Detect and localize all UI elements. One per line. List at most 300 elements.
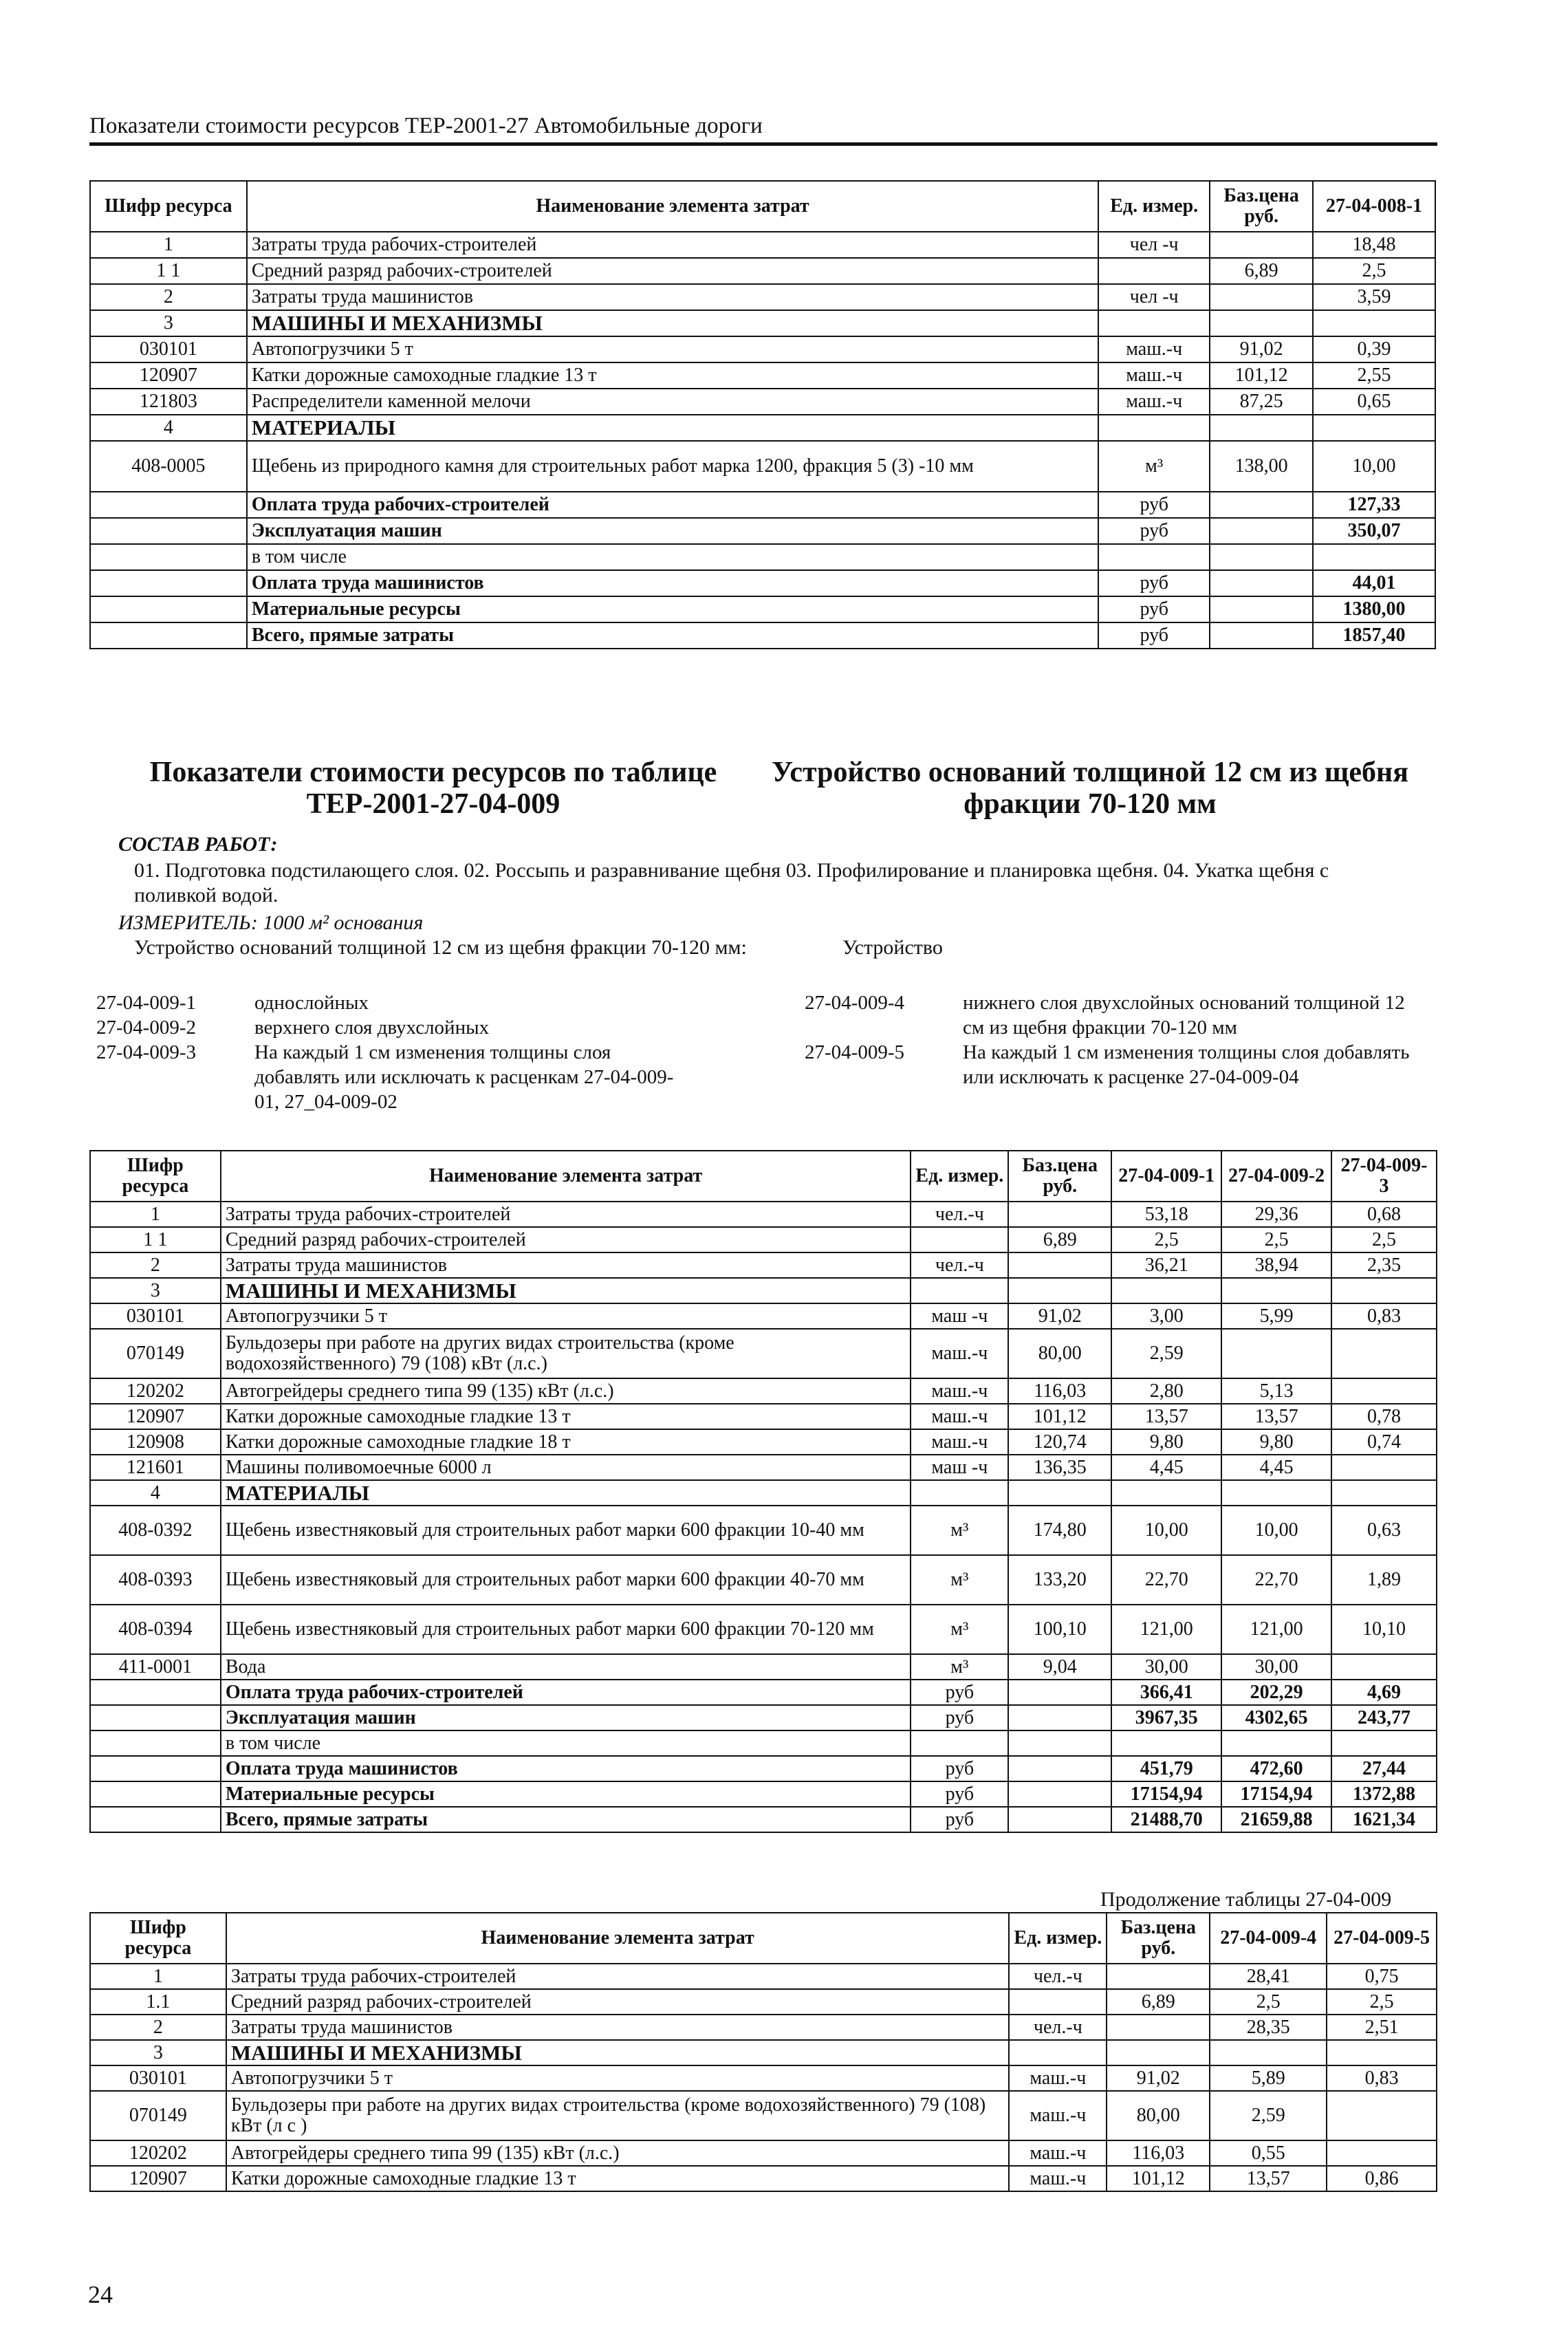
table-row: [90, 389, 1435, 415]
cell-blank: [90, 1781, 221, 1807]
cell-name: Вода: [221, 1654, 911, 1680]
cell-blank: [1008, 1680, 1111, 1705]
cell-price: [1210, 284, 1313, 310]
cell-name: Автопогрузчики 5 т: [226, 2065, 1010, 2091]
cell-value: [1327, 2140, 1437, 2166]
col-header: Наименование элемента затрат: [247, 181, 1098, 232]
code-item: [96, 1040, 715, 1114]
cell-code: 1 1: [90, 1227, 221, 1252]
col-header: 27-04-009-3: [1331, 1151, 1437, 1202]
cell-value: 36,21: [1111, 1252, 1221, 1278]
cell-unit: руб: [1098, 492, 1210, 518]
cell-value: 2,5: [1221, 1227, 1331, 1252]
cell-value: [1221, 1278, 1331, 1303]
cell-name: Распределители каменной мелочи: [247, 389, 1098, 415]
table-row: [90, 1654, 1437, 1680]
cell-value: 10,00: [1221, 1506, 1331, 1555]
cell-unit: [1009, 1989, 1107, 2015]
cell-value: 0,83: [1331, 1303, 1437, 1329]
cell-price: 9,04: [1008, 1654, 1111, 1680]
cell-code: 3: [90, 2040, 226, 2065]
cell-blank: [90, 1756, 221, 1781]
cell-name: Затраты труда рабочих-строителей: [221, 1202, 911, 1227]
cell-value: 2,5: [1111, 1227, 1221, 1252]
summary-row: [90, 1756, 1437, 1781]
cell-value: 1,89: [1331, 1555, 1437, 1605]
cell-value: 5,99: [1221, 1303, 1331, 1329]
cell-price: 116,03: [1008, 1378, 1111, 1404]
cell-unit: маш.-ч: [911, 1404, 1008, 1429]
cell-code: 2: [90, 2015, 226, 2040]
cell-price: [1107, 2015, 1210, 2040]
cell-unit: [911, 1730, 1008, 1756]
summary-row: [90, 1680, 1437, 1705]
cell-value: [1221, 1329, 1331, 1378]
cell-name: МАТЕРИАЛЫ: [221, 1480, 911, 1506]
cell-value: 3,59: [1313, 284, 1435, 310]
cell-name: Затраты труда машинистов: [221, 1252, 911, 1278]
cell-blank: [90, 570, 247, 596]
cell-blank: [1008, 1807, 1111, 1832]
cell-code: 070149: [90, 1329, 221, 1378]
cell-unit: [911, 1278, 1008, 1303]
table-header-row: [90, 1151, 1437, 1202]
cell-unit: м³: [911, 1654, 1008, 1680]
table-row: [90, 2040, 1437, 2065]
col-header: 27-04-009-5: [1327, 1913, 1437, 1964]
cell-unit: руб: [911, 1705, 1008, 1730]
cell-unit: руб: [911, 1807, 1008, 1832]
cell-unit: чел.-ч: [1009, 2015, 1107, 2040]
cell-unit: [911, 1480, 1008, 1506]
summary-row: [90, 1781, 1437, 1807]
cell-value: 2,59: [1111, 1329, 1221, 1378]
cell-price: [1107, 2040, 1210, 2065]
cell-code: 408-0392: [90, 1506, 221, 1555]
cell-price: [1210, 310, 1313, 336]
cell-code: 4: [90, 1480, 221, 1506]
summary-value: 1372,88: [1331, 1781, 1437, 1807]
cell-value: 0,74: [1331, 1429, 1437, 1455]
sostav-text: 01. Подготовка подстилающего слоя. 02. Россыпь и разравнивание щебня 03. Профилирование и планировка щебня. 04. Укатка щебня с поливкой водой.: [134, 859, 1329, 907]
cell-code: 120202: [90, 2140, 226, 2166]
cell-code: 3: [90, 310, 247, 336]
cell-value: 38,94: [1221, 1252, 1331, 1278]
right-code-list: [805, 990, 1424, 1089]
cell-unit: руб: [1098, 518, 1210, 544]
cell-price: [1008, 1480, 1111, 1506]
cell-code: 120202: [90, 1378, 221, 1404]
cell-price: 91,02: [1210, 336, 1313, 362]
cell-value: [1331, 1480, 1437, 1506]
cell-unit: руб: [911, 1680, 1008, 1705]
cell-value: [1111, 1480, 1221, 1506]
summary-value: [1221, 1730, 1331, 1756]
cell-value: 0,65: [1313, 389, 1435, 415]
cell-value: 0,68: [1331, 1202, 1437, 1227]
table-row: [90, 362, 1435, 389]
cell-blank: [1008, 1730, 1111, 1756]
summary-row: [90, 1730, 1437, 1756]
cell-name: МАШИНЫ И МЕХАНИЗМЫ: [247, 310, 1098, 336]
cell-unit: м³: [911, 1555, 1008, 1605]
table-row: [90, 1227, 1437, 1252]
cell-code: 030101: [90, 336, 247, 362]
cell-blank: [1210, 518, 1313, 544]
cell-value: 5,89: [1210, 2065, 1327, 2091]
cell-name: Средний разряд рабочих-строителей: [247, 258, 1098, 284]
right-intro: Устройство: [842, 936, 943, 959]
summary-value: 202,29: [1221, 1680, 1331, 1705]
cell-code: 030101: [90, 1303, 221, 1329]
cell-blank: [90, 1680, 221, 1705]
summary-value: [1331, 1730, 1437, 1756]
resource-table-009-cont: [89, 1912, 1437, 2192]
cell-value: 0,63: [1331, 1506, 1437, 1555]
col-header: Баз.цена руб.: [1107, 1913, 1210, 1964]
cell-value: [1327, 2040, 1437, 2065]
cell-code: 2: [90, 284, 247, 310]
summary-row: [90, 1807, 1437, 1832]
cell-name: Щебень известняковый для строительных работ марки 600 фракции 40-70 мм: [221, 1555, 911, 1605]
summary-label: Всего, прямые затраты: [221, 1807, 911, 1832]
cell-value: 10,00: [1111, 1506, 1221, 1555]
cell-unit: маш.-ч: [1009, 2091, 1107, 2140]
cell-price: 120,74: [1008, 1429, 1111, 1455]
cell-price: [1008, 1252, 1111, 1278]
table-row: [90, 1252, 1437, 1278]
cell-name: Катки дорожные самоходные гладкие 13 т: [247, 362, 1098, 389]
cell-price: 91,02: [1008, 1303, 1111, 1329]
table-row: [90, 284, 1435, 310]
cell-price: 6,89: [1210, 258, 1313, 284]
code: 27-04-009-4: [805, 992, 904, 1014]
summary-value: 1857,40: [1313, 622, 1435, 649]
table-row: [90, 1455, 1437, 1480]
cell-price: [1210, 415, 1313, 441]
cell-code: 1.1: [90, 1989, 226, 2015]
cell-blank: [1008, 1705, 1111, 1730]
cell-code: 120907: [90, 362, 247, 389]
cell-value: [1327, 2091, 1437, 2140]
cell-unit: руб: [1098, 570, 1210, 596]
summary-value: 1380,00: [1313, 596, 1435, 622]
cell-unit: маш.-ч: [1009, 2065, 1107, 2091]
cell-value: 5,13: [1221, 1378, 1331, 1404]
summary-label: Оплата труда машинистов: [247, 570, 1098, 596]
cell-value: [1331, 1455, 1437, 1480]
cell-code: 4: [90, 415, 247, 441]
sostav-label: СОСТАВ РАБОТ:: [118, 833, 278, 856]
summary-row: [90, 1705, 1437, 1730]
summary-value: 44,01: [1313, 570, 1435, 596]
table-row: [90, 1429, 1437, 1455]
cell-price: 138,00: [1210, 441, 1313, 492]
cell-price: 80,00: [1107, 2091, 1210, 2140]
summary-row: [90, 518, 1435, 544]
cell-value: 0,75: [1327, 1964, 1437, 1989]
cell-value: 13,57: [1210, 2166, 1327, 2191]
summary-value: 451,79: [1111, 1756, 1221, 1781]
cell-code: 121803: [90, 389, 247, 415]
cell-blank: [1210, 622, 1313, 649]
code: 27-04-009-3: [96, 1041, 196, 1063]
table-row: [90, 2166, 1437, 2191]
cell-value: [1331, 1329, 1437, 1378]
cell-value: 2,80: [1111, 1378, 1221, 1404]
cell-code: 408-0393: [90, 1555, 221, 1605]
summary-value: 1621,34: [1331, 1807, 1437, 1832]
cell-unit: руб: [911, 1781, 1008, 1807]
cell-price: [1008, 1202, 1111, 1227]
cell-blank: [90, 1807, 221, 1832]
summary-label: Оплата труда машинистов: [221, 1756, 911, 1781]
table-row: [90, 1506, 1437, 1555]
cell-value: 121,00: [1111, 1605, 1221, 1654]
cell-value: 0,78: [1331, 1404, 1437, 1429]
col-header: Ед. измер.: [911, 1151, 1008, 1202]
cell-unit: маш -ч: [911, 1455, 1008, 1480]
summary-row: [90, 570, 1435, 596]
page-header: Показатели стоимости ресурсов ТЕР-2001-27 Автомобильные дороги: [89, 112, 1437, 146]
summary-value: 127,33: [1313, 492, 1435, 518]
col-header: Наименование элемента затрат: [221, 1151, 911, 1202]
cell-price: 116,03: [1107, 2140, 1210, 2166]
cell-value: [1331, 1378, 1437, 1404]
code-item: [805, 990, 1424, 1040]
cell-value: 0,39: [1313, 336, 1435, 362]
col-header: Шифр ресурса: [90, 1151, 221, 1202]
cell-unit: [1098, 544, 1210, 570]
cell-value: 2,51: [1327, 2015, 1437, 2040]
col-header: 27-04-009-1: [1111, 1151, 1221, 1202]
cell-value: 2,5: [1313, 258, 1435, 284]
table-row: [90, 441, 1435, 492]
cell-unit: м³: [911, 1605, 1008, 1654]
summary-label: в том числе: [221, 1730, 911, 1756]
code: 27-04-009-1: [96, 992, 196, 1014]
cell-unit: чел -ч: [1098, 284, 1210, 310]
cell-price: 101,12: [1107, 2166, 1210, 2191]
table-row: [90, 1278, 1437, 1303]
cell-price: 174,80: [1008, 1506, 1111, 1555]
cell-unit: маш.-ч: [1098, 336, 1210, 362]
cell-price: 80,00: [1008, 1329, 1111, 1378]
cell-code: 120908: [90, 1429, 221, 1455]
summary-row: [90, 596, 1435, 622]
summary-label: в том числе: [247, 544, 1098, 570]
cell-value: 30,00: [1221, 1654, 1331, 1680]
cell-price: 101,12: [1008, 1404, 1111, 1429]
cell-value: 13,57: [1111, 1404, 1221, 1429]
cell-blank: [1008, 1781, 1111, 1807]
cell-value: 10,00: [1313, 441, 1435, 492]
cell-value: [1111, 1278, 1221, 1303]
cell-blank: [1210, 544, 1313, 570]
summary-label: Материальные ресурсы: [221, 1781, 911, 1807]
col-header: Наименование элемента затрат: [226, 1913, 1010, 1964]
cell-code: 2: [90, 1252, 221, 1278]
summary-value: 4302,65: [1221, 1705, 1331, 1730]
summary-value: 4,69: [1331, 1680, 1437, 1705]
summary-row: [90, 544, 1435, 570]
cell-unit: маш.-ч: [1009, 2166, 1107, 2191]
col-header: Ед. измер.: [1009, 1913, 1107, 1964]
cell-blank: [1210, 570, 1313, 596]
left-code-list: [96, 990, 715, 1114]
summary-value: 27,44: [1331, 1756, 1437, 1781]
table-row: [90, 2065, 1437, 2091]
table-row: [90, 2091, 1437, 2140]
cell-value: 0,86: [1327, 2166, 1437, 2191]
cell-price: 91,02: [1107, 2065, 1210, 2091]
cell-blank: [90, 544, 247, 570]
summary-label: Оплата труда рабочих-строителей: [221, 1680, 911, 1705]
cell-value: 2,55: [1313, 362, 1435, 389]
cell-blank: [90, 492, 247, 518]
cell-price: 100,10: [1008, 1605, 1111, 1654]
cell-blank: [90, 1730, 221, 1756]
cell-blank: [1008, 1756, 1111, 1781]
cell-code: 408-0005: [90, 441, 247, 492]
cell-unit: маш.-ч: [1098, 389, 1210, 415]
code-text: На каждый 1 см изменения толщины слоя добавлять или исключать к расценке 27-04-009-04: [963, 1041, 1410, 1088]
table-row: [90, 1303, 1437, 1329]
cell-code: 121601: [90, 1455, 221, 1480]
cell-code: 1: [90, 232, 247, 258]
cell-unit: руб: [911, 1756, 1008, 1781]
cell-price: [1107, 1964, 1210, 1989]
cell-value: 18,48: [1313, 232, 1435, 258]
cell-code: 1: [90, 1964, 226, 1989]
section-title-right: Устройство оснований толщиной 12 см из щебня фракции 70-120 мм: [772, 757, 1408, 820]
cell-value: 4,45: [1111, 1455, 1221, 1480]
cell-name: Катки дорожные самоходные гладкие 18 т: [221, 1429, 911, 1455]
cell-blank: [90, 518, 247, 544]
cell-unit: [1098, 415, 1210, 441]
summary-value: 21488,70: [1111, 1807, 1221, 1832]
table-row: [90, 1605, 1437, 1654]
summary-value: 472,60: [1221, 1756, 1331, 1781]
table-row: [90, 1404, 1437, 1429]
cell-blank: [90, 1705, 221, 1730]
cell-blank: [90, 622, 247, 649]
cell-value: [1331, 1278, 1437, 1303]
resource-table-008: [89, 180, 1436, 649]
cell-value: 121,00: [1221, 1605, 1331, 1654]
cell-value: 13,57: [1221, 1404, 1331, 1429]
table-row: [90, 2140, 1437, 2166]
cell-value: 2,5: [1210, 1989, 1327, 2015]
col-header: Ед. измер.: [1098, 181, 1210, 232]
code-item: [805, 1040, 1424, 1089]
table-row: [90, 258, 1435, 284]
table-row: [90, 1555, 1437, 1605]
summary-label: Эксплуатация машин: [221, 1705, 911, 1730]
summary-value: 21659,88: [1221, 1807, 1331, 1832]
summary-label: Всего, прямые затраты: [247, 622, 1098, 649]
cell-price: 6,89: [1107, 1989, 1210, 2015]
cell-unit: м³: [911, 1506, 1008, 1555]
cell-unit: чел -ч: [1098, 232, 1210, 258]
summary-value: [1111, 1730, 1221, 1756]
cell-value: [1313, 310, 1435, 336]
cell-unit: [1098, 258, 1210, 284]
cell-name: Щебень из природного камня для строительных работ марка 1200, фракция 5 (3) -10 мм: [247, 441, 1098, 492]
code-text: однослойных: [254, 992, 369, 1014]
cell-name: Щебень известняковый для строительных работ марки 600 фракции 10-40 мм: [221, 1506, 911, 1555]
cell-code: 120907: [90, 1404, 221, 1429]
summary-value: 3967,35: [1111, 1705, 1221, 1730]
cell-name: Затраты труда рабочих-строителей: [247, 232, 1098, 258]
cell-name: Затраты труда машинистов: [226, 2015, 1010, 2040]
code-text: верхнего слоя двухслойных: [254, 1017, 490, 1039]
table-row: [90, 1378, 1437, 1404]
cell-value: 3,00: [1111, 1303, 1221, 1329]
cell-code: 1: [90, 1202, 221, 1227]
cell-unit: руб: [1098, 622, 1210, 649]
cell-name: Щебень известняковый для строительных работ марки 600 фракции 70-120 мм: [221, 1605, 911, 1654]
table-row: [90, 415, 1435, 441]
cell-name: Катки дорожные самоходные гладкие 13 т: [226, 2166, 1010, 2191]
cell-code: 030101: [90, 2065, 226, 2091]
cell-unit: чел.-ч: [911, 1202, 1008, 1227]
cell-value: 2,5: [1331, 1227, 1437, 1252]
code-item: [96, 1015, 715, 1040]
cell-code: 070149: [90, 2091, 226, 2140]
cell-name: Автогрейдеры среднего типа 99 (135) кВт (л.с.): [221, 1378, 911, 1404]
cell-code: 411-0001: [90, 1654, 221, 1680]
cell-name: Автогрейдеры среднего типа 99 (135) кВт (л.с.): [226, 2140, 1010, 2166]
summary-value: 350,07: [1313, 518, 1435, 544]
cell-price: 133,20: [1008, 1555, 1111, 1605]
left-intro: Устройство оснований толщиной 12 см из щебня фракции 70-120 мм:: [134, 936, 747, 959]
table-row: [90, 2015, 1437, 2040]
cell-name: Средний разряд рабочих-строителей: [221, 1227, 911, 1252]
izmeritel: ИЗМЕРИТЕЛЬ: 1000 м² основания: [118, 911, 424, 934]
continuation-label: Продолжение таблицы 27-04-009: [1100, 1888, 1392, 1911]
table-row: [90, 1329, 1437, 1378]
summary-value: 17154,94: [1221, 1781, 1331, 1807]
table-row: [90, 1202, 1437, 1227]
col-header: Баз.цена руб.: [1210, 181, 1313, 232]
cell-name: Затраты труда машинистов: [247, 284, 1098, 310]
table-header-row: [90, 1913, 1437, 1964]
cell-unit: чел.-ч: [911, 1252, 1008, 1278]
code-item: [96, 990, 715, 1015]
col-header: 27-04-009-4: [1210, 1913, 1327, 1964]
cell-name: Бульдозеры при работе на других видах строительства (кроме водохозяйственного) 79 (108) кВт (л с ): [226, 2091, 1010, 2140]
cell-name: Машины поливомоечные 6000 л: [221, 1455, 911, 1480]
cell-name: Затраты труда рабочих-строителей: [226, 1964, 1010, 1989]
cell-value: 9,80: [1111, 1429, 1221, 1455]
cell-value: 28,35: [1210, 2015, 1327, 2040]
cell-value: 28,41: [1210, 1964, 1327, 1989]
cell-value: 53,18: [1111, 1202, 1221, 1227]
cell-unit: [1009, 2040, 1107, 2065]
table-row: [90, 1964, 1437, 1989]
cell-unit: [1098, 310, 1210, 336]
summary-row: [90, 622, 1435, 649]
summary-value: [1313, 544, 1435, 570]
table-row: [90, 232, 1435, 258]
cell-blank: [90, 596, 247, 622]
cell-value: [1331, 1654, 1437, 1680]
cell-unit: чел.-ч: [1009, 1964, 1107, 1989]
cell-value: 2,5: [1327, 1989, 1437, 2015]
cell-value: 0,83: [1327, 2065, 1437, 2091]
table-row: [90, 1989, 1437, 2015]
